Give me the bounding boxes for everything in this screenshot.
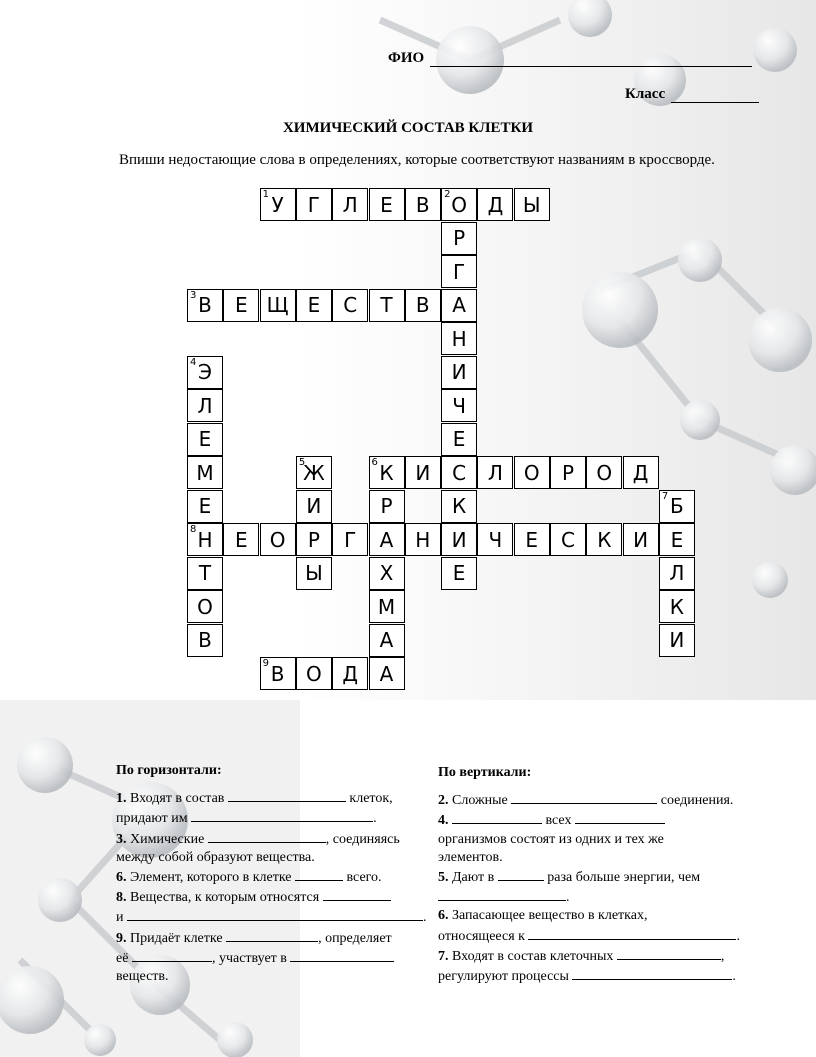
cell-letter: И: [633, 527, 649, 552]
clue-h9: 9. Придаёт клетке , определяет её , участвует в веществ.: [116, 928, 434, 987]
clue-number: 1: [262, 189, 269, 200]
cell-letter: С: [343, 293, 358, 317]
cell-letter: В: [415, 192, 430, 217]
cell-letter: В: [270, 661, 285, 686]
cell-letter: О: [523, 460, 540, 485]
cell-letter: Р: [307, 527, 320, 552]
horizontal-title: По горизонтали:: [116, 763, 222, 778]
page-title: ХИМИЧЕСКИЙ СОСТАВ КЛЕТКИ: [282, 120, 534, 136]
clue-number: 3: [190, 289, 197, 301]
cell-letter: И: [451, 527, 467, 552]
cell-letter: Е: [525, 527, 538, 552]
cell-letter: Ы: [305, 561, 323, 585]
cell-letter: М: [196, 460, 214, 485]
cell-letter: Р: [561, 460, 575, 485]
cell-letter: Б: [670, 494, 684, 518]
fio-label: ФИО: [388, 50, 425, 66]
clue-number: 4: [190, 356, 197, 368]
clue-v4: 4. всех организмов состоят из одних и тех же элементов.: [438, 810, 768, 867]
cell-letter: О: [269, 527, 286, 552]
cell-letter: Е: [234, 527, 248, 552]
cell-letter: Д: [487, 192, 504, 217]
cell-letter: О: [451, 192, 467, 217]
cell-letter: Е: [198, 427, 212, 451]
cell-letter: Р: [380, 494, 393, 518]
cell-letter: В: [198, 628, 212, 652]
cell-letter: А: [379, 527, 394, 552]
cell-letter: О: [596, 460, 613, 485]
clue-v2: 2. Сложные соединения.: [438, 790, 768, 810]
cell-letter: И: [451, 360, 467, 384]
clue-h8: 8. Вещества, к которым относятся и .: [116, 887, 434, 927]
cell-letter: М: [377, 594, 396, 619]
clue-number: 6: [371, 457, 378, 468]
cell-letter: Е: [452, 561, 466, 585]
cell-letter: Д: [342, 661, 358, 686]
cell-letter: О: [197, 594, 213, 619]
cell-letter: И: [306, 494, 322, 518]
fio-input-line[interactable]: [430, 52, 752, 67]
cell-letter: Р: [453, 226, 466, 250]
cell-letter: И: [669, 628, 685, 652]
cell-letter: Е: [452, 427, 466, 451]
cell-letter: Н: [415, 527, 431, 552]
cell-letter: Л: [342, 192, 358, 217]
clue-v6: 6. Запасающее вещество в клетках, относящееся к .: [438, 908, 740, 944]
instruction: Впиши недостающие слова в определениях, которые соответствуют названиям в кроссворде.: [119, 152, 715, 168]
cell-letter: А: [452, 293, 466, 317]
cell-letter: Н: [451, 326, 467, 351]
cell-letter: Е: [234, 293, 248, 317]
class-field: [625, 86, 759, 103]
cell-letter: Л: [487, 460, 503, 485]
cell-letter: Л: [197, 393, 213, 418]
cell-letter: Ы: [522, 192, 541, 217]
cell-letter: У: [271, 192, 284, 217]
horizontal-clues: [116, 762, 434, 986]
cell-letter: Щ: [266, 293, 289, 317]
cell-letter: О: [306, 661, 322, 686]
clue-number: 8: [190, 524, 197, 535]
cell-letter: Е: [380, 192, 393, 217]
cell-letter: В: [415, 293, 430, 317]
clue-h1: 1. Входят в состав клеток, придают им .: [116, 788, 434, 828]
cell-letter: Л: [669, 561, 685, 585]
cell-letter: Т: [380, 293, 393, 317]
cell-letter: А: [379, 628, 394, 652]
cell-letter: Т: [198, 561, 212, 585]
cell-letter: Г: [344, 527, 357, 552]
cell-letter: Х: [379, 561, 394, 585]
clue-v5: 5. Дают в раза больше энергии, чем .: [438, 867, 768, 907]
cell-letter: К: [669, 594, 684, 619]
cell-letter: К: [597, 527, 612, 552]
cell-letter: Н: [197, 527, 213, 552]
cell-letter: Ч: [488, 527, 503, 552]
cell-letter: К: [451, 494, 467, 518]
cell-letter: Ч: [452, 393, 466, 418]
cell-letter: Е: [670, 527, 684, 552]
class-label: Класс: [625, 86, 666, 102]
class-input-line[interactable]: [671, 88, 759, 103]
cell-letter: С: [452, 460, 467, 485]
cell-letter: Д: [632, 460, 649, 485]
clue-h6: 6. Элемент, которого в клетке всего.: [116, 867, 434, 887]
cell-letter: Ж: [303, 460, 325, 485]
cell-letter: И: [415, 460, 431, 485]
fio-field: [388, 50, 752, 67]
clue-number: 5: [298, 457, 306, 468]
clue-number: 9: [262, 658, 269, 669]
cell-letter: Г: [307, 192, 320, 217]
cell-letter: С: [561, 527, 575, 552]
cell-letter: А: [379, 661, 394, 686]
cell-letter: В: [198, 293, 212, 317]
cell-letter: К: [379, 460, 394, 485]
vertical-clues: [438, 764, 768, 986]
clue-v7: 7. Входят в состав клеточных , регулируют процессы .: [438, 946, 768, 986]
cell-letter: Е: [198, 494, 212, 518]
cell-letter: Г: [452, 259, 466, 284]
clue-number: 7: [661, 490, 669, 502]
vertical-title: По вертикали:: [438, 765, 532, 780]
clue-h3: 3. Химические , соединяясь между собой образуют вещества.: [116, 829, 434, 867]
clue-number: 2: [444, 189, 451, 200]
cell-letter: Е: [307, 293, 321, 317]
cell-letter: Э: [198, 360, 212, 384]
